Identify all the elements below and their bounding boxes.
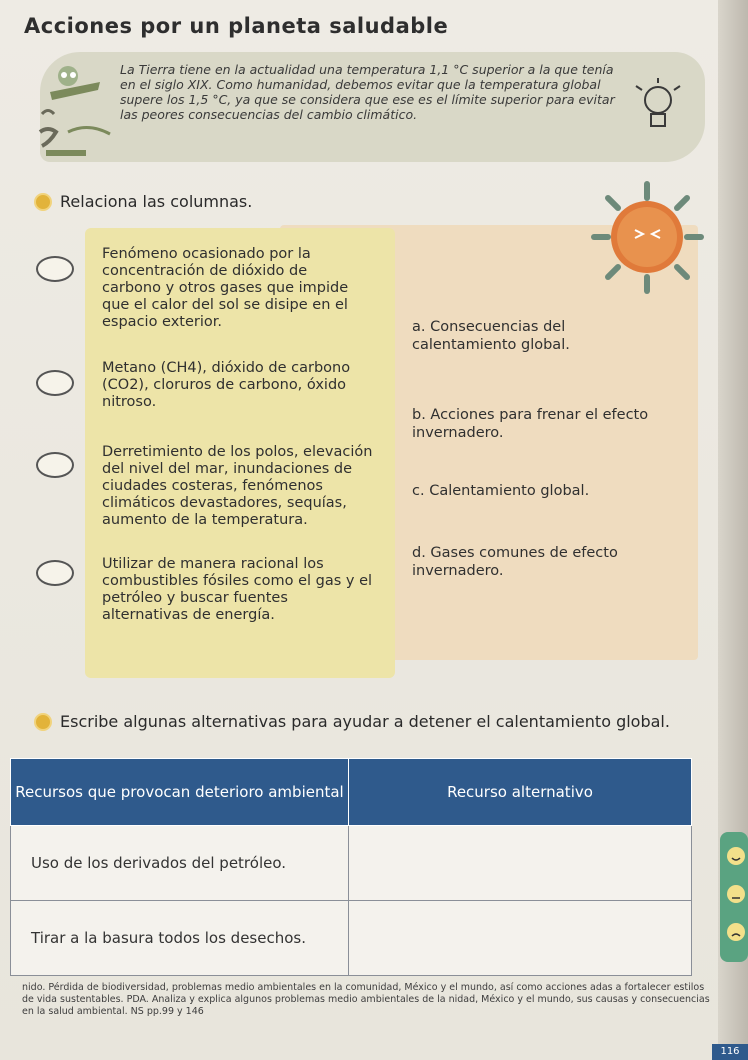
- answer-circle[interactable]: [36, 256, 74, 282]
- activity-2-instruction: Escribe algunas alternativas para ayudar a detener el calentamiento global.: [60, 712, 670, 731]
- sun-icon: [590, 180, 705, 295]
- activity-1-heading: [34, 192, 252, 211]
- answer-cell[interactable]: [349, 826, 692, 901]
- table-row: [11, 901, 692, 976]
- table-row: [11, 826, 692, 901]
- resource-cell: Uso de los derivados del petróleo.: [11, 826, 349, 901]
- option-c: c. Calentamiento global.: [412, 483, 590, 499]
- option-b: b. Acciones para frenar el efecto invernadero.: [412, 407, 649, 441]
- answer-circle[interactable]: [36, 370, 74, 396]
- page-number: 116: [712, 1044, 748, 1060]
- intro-text: La Tierra tiene en la actualidad una temperatura 1,1 °C superior a la que tenía en el siglo XIX. Como humanidad, debemos evitar que la temperatura global supere los 1,5 °C, ya que se considera que ese es el límite superior para evitar las peores consecuencias del cambio climático.: [120, 62, 615, 122]
- phenomenon-1: Fenómeno ocasionado por la concentración de dióxido de carbono y otros gases que impide que el calor del sol se disipe en el espacio exterior.: [102, 246, 349, 330]
- answer-circle[interactable]: [36, 452, 74, 478]
- answer-circle[interactable]: [36, 560, 74, 586]
- footnote: nido. Pérdida de biodiversidad, problemas medio ambientales en la comunidad, México y el mundo, así como acciones adas a fortalecer estilos de vida sustentables. PDA. Analiza y explica algunos problemas medio ambientales de la nidad, México y el mundo, sus causas y consecuencias en la salud ambiental. NS pp.99 y 146: [22, 982, 710, 1017]
- phenomenon-3: Derretimiento de los polos, elevación del nivel del mar, inundaciones de ciudades costeras, fenómenos climáticos devastadores, sequías, aumento de la temperatura.: [102, 444, 373, 528]
- answer-cell[interactable]: [349, 901, 692, 976]
- alternatives-table: [10, 758, 692, 976]
- phenomenon-4: Utilizar de manera racional los combustibles fósiles como el gas y el petróleo y buscar fuentes alternativas de energía.: [102, 556, 373, 623]
- bullet-icon: [34, 193, 52, 211]
- column-header-resources: Recursos que provocan deterioro ambiental: [11, 759, 349, 826]
- bullet-icon: [34, 713, 52, 731]
- page-title: Acciones por un planeta saludable: [24, 14, 449, 38]
- phenomenon-2: Metano (CH4), dióxido de carbono (CO2), cloruros de carbono, óxido nitroso.: [102, 360, 351, 410]
- activity-2-heading: [34, 712, 670, 731]
- option-a: a. Consecuencias del calentamiento global.: [412, 319, 570, 353]
- option-d: d. Gases comunes de efecto invernadero.: [412, 545, 618, 579]
- children-illustration-icon: [28, 62, 118, 162]
- resource-cell: Tirar a la basura todos los desechos.: [11, 901, 349, 976]
- activity-1-instruction: Relaciona las columnas.: [60, 192, 253, 211]
- self-assessment-faces-icon[interactable]: [720, 832, 748, 962]
- column-header-alternative: Recurso alternativo: [349, 759, 692, 826]
- lightbulb-icon: [630, 78, 685, 138]
